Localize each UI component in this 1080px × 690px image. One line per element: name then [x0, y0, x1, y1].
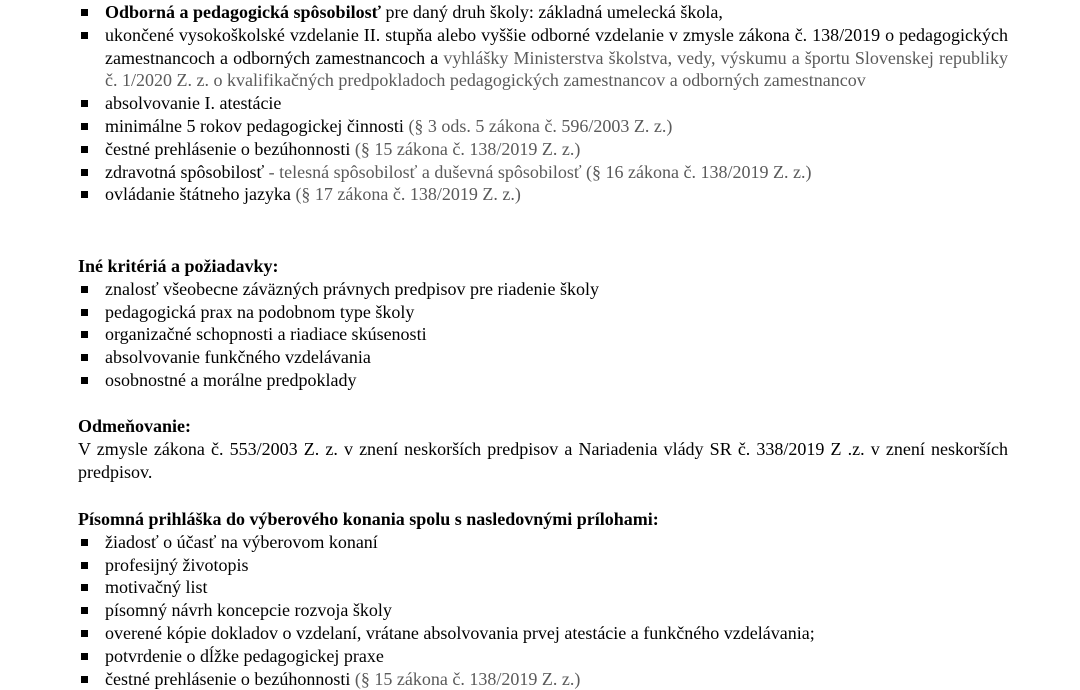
list-item: [78, 301, 1008, 324]
bullet-icon: [81, 32, 88, 39]
section-heading: Písomná prihláška do výberového konania spolu s nasledovnými prílohami:: [78, 509, 659, 529]
list-item: [78, 576, 1008, 599]
bullet-icon: [81, 309, 88, 316]
criterion-text: pedagogická prax na podobnom type školy: [105, 301, 415, 322]
attachment-text: písomný návrh koncepcie rozvoja školy: [105, 600, 392, 621]
bullet-icon: [81, 607, 88, 614]
list-item: [78, 138, 1008, 161]
other-criteria-list: [78, 278, 1008, 392]
section-heading: Odmeňovanie:: [78, 416, 192, 436]
legal-reference: (§ 3 ods. 5 zákona č. 596/2003 Z. z.): [408, 115, 673, 136]
requirements-section: [78, 1, 1008, 206]
bullet-icon: [81, 169, 88, 176]
remuneration-text: V zmysle zákona č. 553/2003 Z. z. v znení neskorších predpisov a Nariadenia vlády SR č. 338/2019 Z .z. v znení neskorších predpisov.: [78, 438, 1008, 482]
criterion-text: znalosť všeobecne záväzných právnych predpisov pre riadenie školy: [105, 278, 599, 299]
bullet-icon: [81, 676, 88, 683]
requirement-text: pre daný druh školy: základná umelecká škola,: [380, 2, 723, 22]
bullet-icon: [81, 562, 88, 569]
list-item: [78, 115, 1008, 138]
legal-reference: vyhlášky Ministerstva školstva, vedy, výskumu a športu Slovenskej republiky č. 1/2020 Z. z. o kvalifikačných predpokladoch pedagogických zamestnancov a odborných zamestnancov: [105, 47, 1008, 91]
legal-reference: (§ 15 zákona č. 138/2019 Z. z.): [354, 138, 581, 159]
remuneration-section: [78, 415, 1008, 483]
requirement-bold-text: Odborná a pedagogická spôsobilosť: [105, 2, 381, 22]
application-section: [78, 508, 1008, 690]
bullet-icon: [81, 377, 88, 384]
list-item: [78, 161, 1008, 184]
requirements-list: [78, 1, 1008, 206]
bullet-icon: [81, 191, 88, 198]
requirement-text: ovládanie štátneho jazyka: [105, 184, 296, 205]
list-item: [78, 622, 1008, 645]
list-item: [78, 346, 1008, 369]
attachment-text: overené kópie dokladov o vzdelaní, vrátane absolvovania prvej atestácie a funkčného vzdelávania;: [105, 622, 815, 643]
bullet-icon: [81, 146, 88, 153]
bullet-icon: [81, 653, 88, 660]
other-criteria-section: [78, 255, 1008, 392]
criterion-text: osobnostné a morálne predpoklady: [105, 369, 357, 390]
legal-reference: (§ 17 zákona č. 138/2019 Z. z.): [295, 184, 521, 205]
criterion-text: absolvovanie funkčného vzdelávania: [105, 347, 371, 368]
bullet-icon: [81, 9, 88, 16]
attachment-text: čestné prehlásenie o bezúhonnosti: [105, 668, 355, 689]
requirement-text: ukončené vysokoškolské vzdelanie II. stupňa alebo vyššie odborné vzdelanie v zmysle zákona č. 138/2019 o pedagogických zamestnancoch a odborných zamestnancoch a: [105, 24, 1008, 68]
attachment-text: žiadosť o účasť na výberovom konaní: [105, 531, 378, 552]
list-item: [78, 599, 1008, 622]
bullet-icon: [81, 123, 88, 130]
attachment-text: motivačný list: [105, 577, 208, 598]
requirement-text: minimálne 5 rokov pedagogickej činnosti: [105, 115, 409, 136]
bullet-icon: [81, 630, 88, 637]
list-item: [78, 369, 1008, 392]
list-item: [78, 24, 1008, 92]
requirement-text: absolvovanie I. atestácie: [105, 93, 282, 114]
bullet-icon: [81, 331, 88, 338]
bullet-icon: [81, 539, 88, 546]
requirement-text: zdravotná spôsobilosť: [105, 161, 269, 182]
list-item: [78, 645, 1008, 668]
criterion-text: organizačné schopnosti a riadiace skúsenosti: [105, 324, 427, 345]
attachment-text: profesijný životopis: [105, 554, 249, 575]
bullet-icon: [81, 354, 88, 361]
section-heading: Iné kritériá a požiadavky:: [78, 256, 279, 276]
bullet-icon: [81, 286, 88, 293]
attachments-list: [78, 531, 1008, 690]
legal-reference: (§ 15 zákona č. 138/2019 Z. z.): [354, 668, 581, 689]
attachment-text: potvrdenie o dĺžke pedagogickej praxe: [105, 645, 384, 666]
requirement-text: čestné prehlásenie o bezúhonnosti: [105, 138, 355, 159]
legal-reference: - telesná spôsobilosť a duševná spôsobilosť (§ 16 zákona č. 138/2019 Z. z.): [268, 161, 812, 182]
list-item: [78, 554, 1008, 577]
list-item: [78, 668, 1008, 690]
list-item: [78, 183, 1008, 206]
bullet-icon: [81, 100, 88, 107]
list-item: [78, 531, 1008, 554]
bullet-icon: [81, 584, 88, 591]
list-item: [78, 92, 1008, 115]
list-item: [78, 278, 1008, 301]
list-item: [78, 323, 1008, 346]
list-item: [78, 1, 1008, 24]
